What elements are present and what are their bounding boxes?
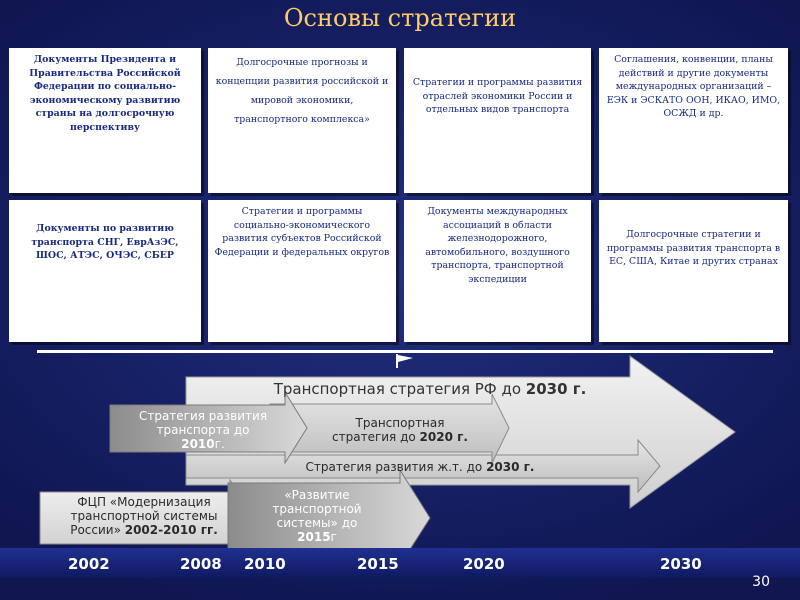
year-2008: 2008 [180,555,222,573]
year-2002: 2002 [68,555,110,573]
card-text: Документы международных ассоциаций в области железнодорожного, автомобильного, воздушного транспорта, транспортной экспедиции [425,206,570,285]
year-2010: 2010 [244,555,286,573]
year-2015: 2015 [357,555,399,573]
development-label: «Развитие транспортной системы» до 2015г [272,488,362,544]
card-text: Долгосрочные стратегии и программы развития транспорта в ЕС, США, Китае и других странах [606,229,781,267]
year-2030: 2030 [660,555,702,573]
slide-title: Основы стратегии [283,4,517,32]
strategy-2020-label: Транспортная стратегия до 2020 г. [332,416,468,444]
year-2020: 2020 [463,555,505,573]
card-text: Соглашения, конвенции, планы действий и другие документы международных организаций – ЕЭК и ЭСКАТО ООН, ИКАО, ИМО, ОСЖД и др. [606,54,781,119]
card-text: Стратегии и программы развития отраслей экономики России и отдельных видов транспорта [412,77,583,115]
page-number: 30 [752,574,770,590]
card-text: Долгосрочные прогнозы и концепции развития российской и мировой экономики, транспортного комплекса» [215,57,389,125]
rail-strategy-label: Стратегия развития ж.т. до 2030 г. [305,460,535,474]
card-text: Документы Президента и Правительства Российской Федерации по социально-экономическому развитию страны на долгосрочную перспективу [29,54,181,133]
main-strategy-label: Транспортная стратегия РФ до 2030 г. [273,380,587,398]
fcp-label: ФЦП «Модернизация транспортной системы России» 2002-2010 гг. [70,495,218,537]
card-text: Стратегии и программы социально-экономического развития субъектов Российской Федерации и федеральных округов [214,206,390,258]
card-text: Документы по развитию транспорта СНГ, ЕврАзЭС, ШОС, АТЭС, ОЧЭС, СБЕР [31,223,179,261]
strategy-2010-label: Стратегия развития транспорта до 2010г. [138,409,268,451]
